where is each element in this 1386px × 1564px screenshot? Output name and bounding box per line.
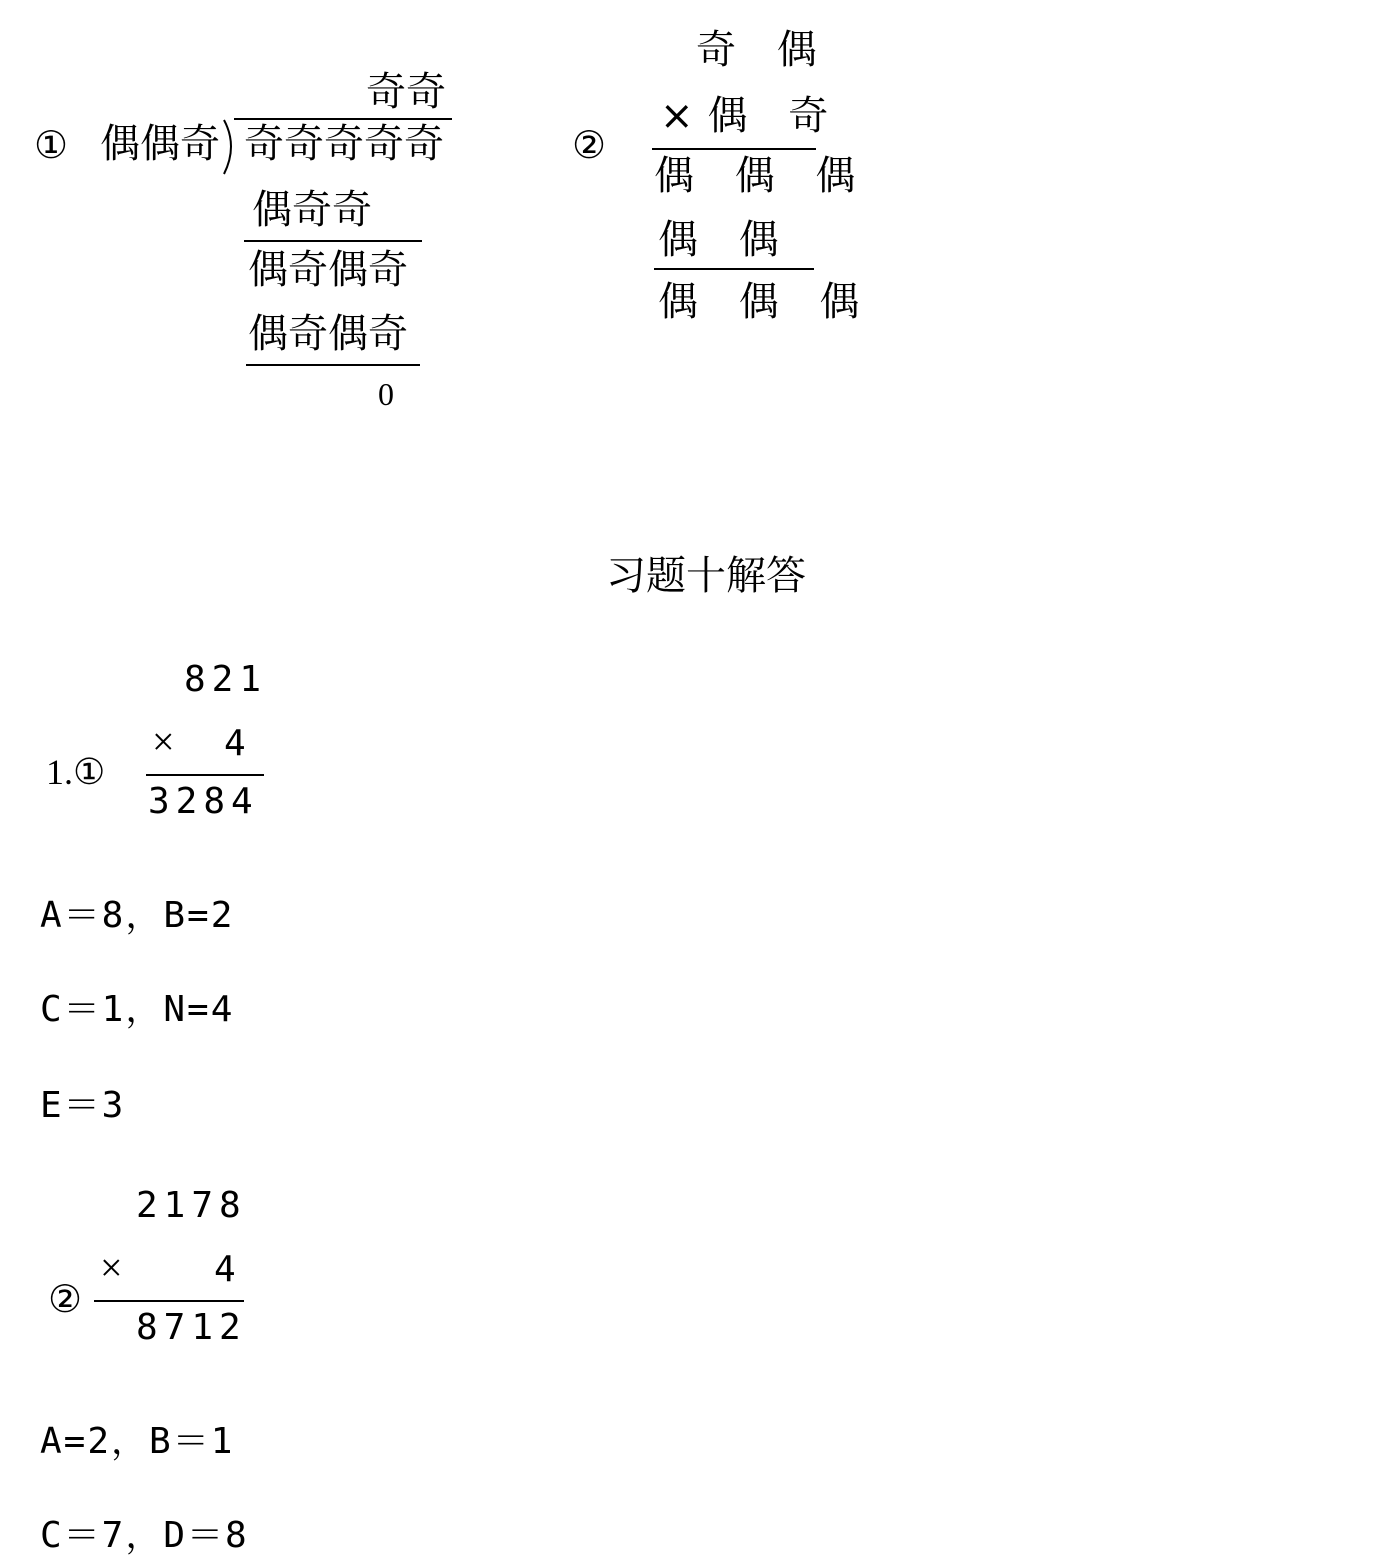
- final-product: 偶 偶 偶: [658, 279, 874, 325]
- multiplication-rule-1: [652, 148, 816, 150]
- multiplicand: 奇 偶: [696, 27, 831, 73]
- multiplication-rule-2: [654, 268, 814, 270]
- answer-2-line-2: C＝7，D＝8: [40, 1515, 249, 1556]
- partial-product-1: 偶 偶 偶: [654, 153, 870, 199]
- answer-2-rule: [94, 1300, 244, 1302]
- answer-2-multiplicand: 2178: [136, 1185, 247, 1226]
- answer-2-times-sign: ×: [100, 1245, 123, 1290]
- answer-1-line-2: C＝1，N=4: [40, 989, 235, 1030]
- answer-1-line-1: A＝8，B=2: [40, 895, 235, 936]
- answer-1-product: 3284: [148, 781, 259, 822]
- division-rule-1: [244, 240, 422, 242]
- problem-1-marker: ①: [34, 123, 69, 167]
- answer-1-label: 1.①: [46, 752, 106, 792]
- answer-2-line-1: A=2，B＝1: [40, 1421, 235, 1462]
- final-remainder: 0: [378, 376, 394, 412]
- problem-2-marker: ②: [572, 123, 607, 167]
- answer-1-multiplier: 4: [224, 723, 252, 764]
- answer-1-times-sign: ×: [152, 719, 175, 764]
- answer-1-line-3: E＝3: [40, 1085, 126, 1126]
- answer-1-multiplicand: 821: [184, 659, 268, 700]
- division-bar: [234, 118, 452, 120]
- answer-2-product: 8712: [136, 1307, 247, 1348]
- dividend: 奇奇奇奇奇: [244, 121, 444, 167]
- answer-1-rule: [146, 774, 264, 776]
- partial-product-2: 偶 偶: [658, 217, 793, 263]
- remainder-1: 偶奇偶奇: [248, 247, 408, 293]
- answer-2-multiplier: 4: [214, 1249, 242, 1290]
- quotient: 奇奇: [366, 69, 446, 115]
- division-rule-2: [246, 364, 420, 366]
- subtrahend-2: 偶奇偶奇: [248, 311, 408, 357]
- division-bracket: [222, 118, 242, 178]
- divisor: 偶偶奇: [100, 121, 220, 167]
- answer-2-label: ②: [48, 1277, 83, 1321]
- subtrahend-1: 偶奇奇: [252, 187, 372, 233]
- multiplier: ×偶 奇: [660, 93, 843, 139]
- section-title: 习题十解答: [606, 553, 806, 599]
